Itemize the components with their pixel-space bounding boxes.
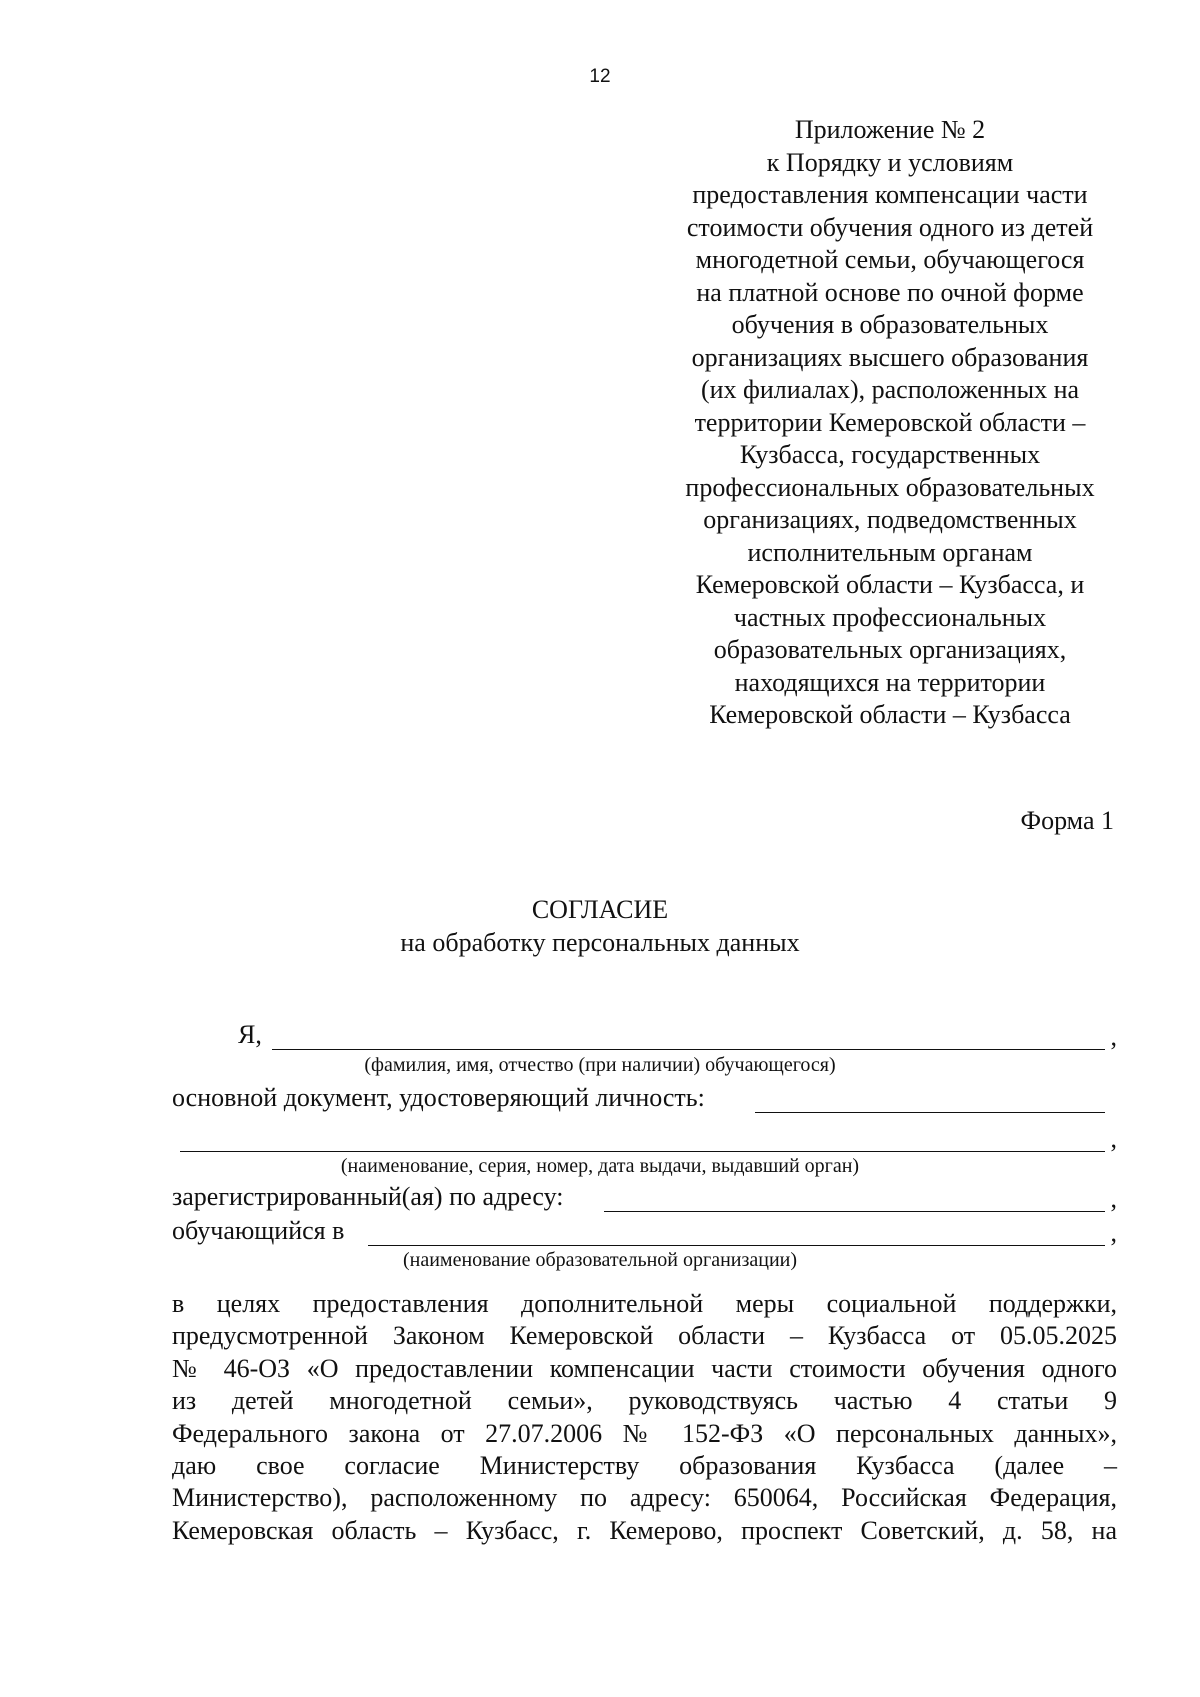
comma: , <box>1110 1184 1117 1213</box>
comma: , <box>1110 1218 1117 1247</box>
document-title: СОГЛАСИЕ <box>531 895 669 924</box>
ya-label: Я, <box>238 1020 262 1049</box>
address-label: зарегистрированный(ая) по адресу: <box>172 1182 564 1211</box>
appendix-line: находящихся на территории <box>734 667 1046 697</box>
body-line: в целях предоставления дополнительной меры социальной поддержки, <box>172 1289 1117 1318</box>
appendix-header <box>650 114 1130 732</box>
body-line: № 46-ОЗ «О предоставлении компенсации части стоимости обучения одного <box>172 1353 1117 1383</box>
full-name-hint: (фамилия, имя, отчество (при наличии) обучающегося) <box>364 1054 836 1076</box>
appendix-line: организациях высшего образования <box>691 342 1089 372</box>
study-hint: (наименование образовательной организации) <box>402 1249 798 1271</box>
document-hint: (наименование, серия, номер, дата выдачи, выдавший орган) <box>340 1155 860 1177</box>
appendix-line: обучения в образовательных <box>731 310 1049 339</box>
document-subtitle: на обработку персональных данных <box>400 928 800 957</box>
appendix-line: частных профессиональных <box>733 602 1047 632</box>
comma: , <box>1110 1124 1117 1153</box>
appendix-line: исполнительным органам <box>747 537 1033 567</box>
study-field[interactable] <box>368 1245 1105 1246</box>
appendix-line: территории Кемеровской области – <box>694 407 1086 437</box>
document-title-block <box>0 893 1200 959</box>
appendix-line: образовательных организациях, <box>713 635 1067 664</box>
full-name-field[interactable] <box>272 1049 1105 1050</box>
appendix-line: организациях, подведомственных <box>703 505 1077 534</box>
appendix-line: к Порядку и условиям <box>766 147 1014 177</box>
full-name-row <box>172 1020 1117 1054</box>
body-line: даю свое согласие Министерству образования Кузбасса (далее – <box>172 1451 1117 1481</box>
consent-body <box>172 1288 1117 1547</box>
form-label: Форма 1 <box>1020 806 1114 835</box>
appendix-line: (их филиалах), расположенных на <box>700 375 1080 404</box>
appendix-line: Приложение № 2 <box>794 115 986 144</box>
appendix-line: профессиональных образовательных <box>685 472 1095 502</box>
study-label: обучающийся в <box>172 1216 345 1245</box>
body-line: Федерального закона от 27.07.2006 № 152-ФЗ «О персональных данных», <box>172 1418 1117 1448</box>
appendix-line: предоставления компенсации части <box>692 180 1088 209</box>
address-row <box>172 1182 1117 1216</box>
document-field[interactable] <box>755 1112 1105 1113</box>
body-line: Кемеровская область – Кузбасс, г. Кемерово, проспект Советский, д. 58, на <box>172 1515 1117 1545</box>
appendix-line: стоимости обучения одного из детей <box>686 212 1094 242</box>
body-line: из детей многодетной семьи», руководствуясь частью 4 статьи 9 <box>172 1386 1117 1416</box>
appendix-line: Кемеровской области – Кузбасса, и <box>695 570 1085 599</box>
document-field-continued[interactable] <box>180 1151 1105 1152</box>
body-line: предусмотренной Законом Кемеровской области – Кузбасса от 05.05.2025 <box>172 1321 1117 1351</box>
document-row <box>172 1083 1117 1117</box>
appendix-line: Кемеровской области – Кузбасса <box>709 700 1071 729</box>
body-line: Министерство), расположенному по адресу: 650064, Российская Федерация, <box>172 1483 1117 1513</box>
document-row-continued <box>172 1122 1117 1156</box>
appendix-line: многодетной семьи, обучающегося <box>695 245 1085 274</box>
appendix-line: Кузбасса, государственных <box>739 440 1041 469</box>
address-field[interactable] <box>604 1211 1105 1212</box>
appendix-line: на платной основе по очной форме <box>696 277 1084 307</box>
study-row <box>172 1216 1117 1250</box>
document-label: основной документ, удостоверяющий личность: <box>172 1083 705 1112</box>
page-number: 12 <box>589 66 611 87</box>
comma: , <box>1110 1022 1117 1051</box>
